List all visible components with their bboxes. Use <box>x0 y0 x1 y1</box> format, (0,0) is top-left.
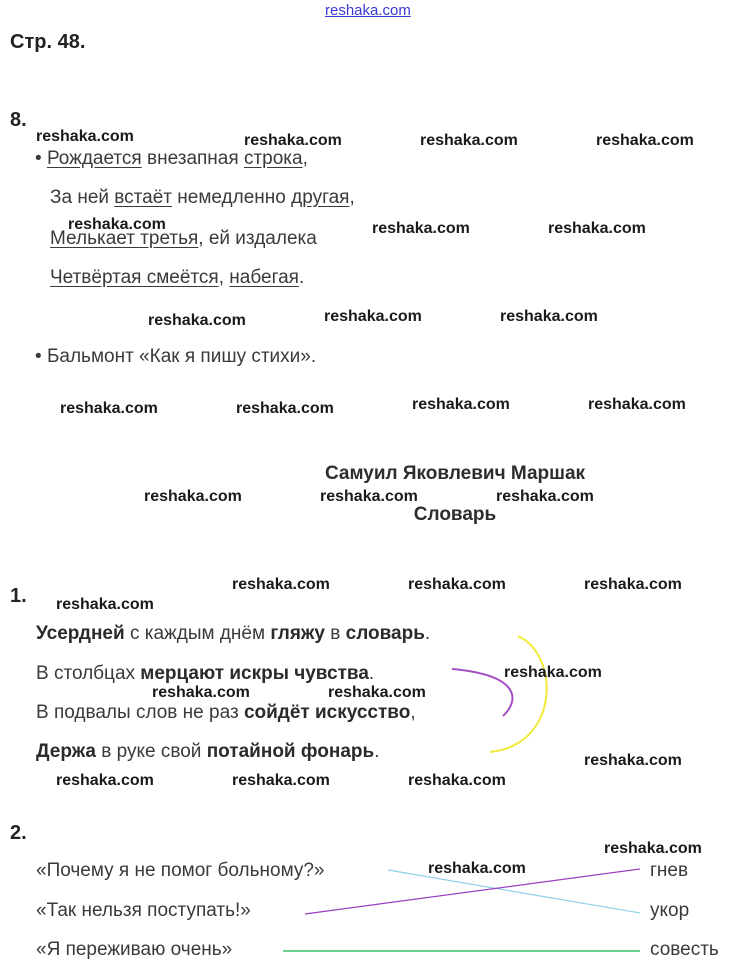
quote-left-1: «Почему я не помог больному?» <box>36 860 325 881</box>
task-1-number: 1. <box>10 585 27 607</box>
poem-word: другая <box>291 187 350 208</box>
keyword: Держа <box>36 741 96 762</box>
watermark: reshaka.com <box>500 308 598 325</box>
watermark: reshaka.com <box>320 488 418 505</box>
poem-text: немедленно <box>172 187 292 208</box>
section-work: Словарь <box>413 504 497 525</box>
site-header-link[interactable]: reshaka.com <box>325 2 411 19</box>
keyword: сойдёт искусство <box>243 702 411 723</box>
poem-text: внезапная <box>141 148 244 169</box>
watermark: reshaka.com <box>588 396 686 413</box>
watermark: reshaka.com <box>428 860 526 877</box>
watermark: reshaka.com <box>232 576 330 593</box>
watermark: reshaka.com <box>56 596 154 613</box>
page-label: Стр. 48. <box>10 31 86 53</box>
watermark: reshaka.com <box>548 220 646 237</box>
keyword: гляжу <box>270 623 325 644</box>
watermark: reshaka.com <box>372 220 470 237</box>
poem-text: , <box>349 187 355 208</box>
text: В столбцах <box>36 663 141 684</box>
poem-word: Мелькает третья <box>50 228 199 249</box>
poem-word: Рождается <box>46 148 142 169</box>
keyword: потайной фонарь <box>206 741 375 762</box>
watermark: reshaka.com <box>604 840 702 857</box>
bullet: • <box>35 346 42 367</box>
watermark: reshaka.com <box>584 576 682 593</box>
watermark: reshaka.com <box>324 308 422 325</box>
watermark: reshaka.com <box>420 132 518 149</box>
watermark: reshaka.com <box>152 684 250 701</box>
watermark: reshaka.com <box>504 664 602 681</box>
watermark: reshaka.com <box>496 488 594 505</box>
quote-left-3: «Я переживаю очень» <box>36 939 233 960</box>
poem-word: набегая <box>229 267 299 288</box>
poem-text: . <box>298 267 305 288</box>
watermark: reshaka.com <box>144 488 242 505</box>
watermark: reshaka.com <box>584 752 682 769</box>
text: . <box>424 623 431 644</box>
watermark: reshaka.com <box>56 772 154 789</box>
text: в <box>324 623 346 644</box>
text: с каждым днём <box>124 623 271 644</box>
watermark: reshaka.com <box>408 576 506 593</box>
quote-left-2: «Так нельзя поступать!» <box>36 900 251 921</box>
poem-text: За ней <box>50 187 115 208</box>
watermark: reshaka.com <box>148 312 246 329</box>
poem-text: , ей издалека <box>198 228 317 249</box>
source-text: Бальмонт «Как я пишу стихи». <box>46 346 317 367</box>
watermark: reshaka.com <box>328 684 426 701</box>
keyword: Усердней <box>36 623 125 644</box>
poem-word: строка <box>243 148 303 169</box>
watermark: reshaka.com <box>60 400 158 417</box>
answer-right-3: совесть <box>650 939 719 960</box>
watermark: reshaka.com <box>232 772 330 789</box>
poem-text: , <box>218 267 230 288</box>
watermark: reshaka.com <box>412 396 510 413</box>
text: . <box>368 663 375 684</box>
rhyme-arc-yellow <box>490 636 547 752</box>
text: , <box>410 702 416 723</box>
answer-right-2: укор <box>650 900 690 921</box>
task-2-number: 2. <box>10 822 27 844</box>
task-8-number: 8. <box>10 109 27 131</box>
watermark: reshaka.com <box>236 400 334 417</box>
poem-word: Четвёртая смеётся <box>50 267 219 288</box>
poem-word: встаёт <box>114 187 172 208</box>
watermark: reshaka.com <box>68 216 166 233</box>
answer-right-1: гнев <box>650 860 689 881</box>
watermark: reshaka.com <box>244 132 342 149</box>
watermark: reshaka.com <box>596 132 694 149</box>
keyword: словарь <box>345 623 425 644</box>
text: в руке свой <box>95 741 207 762</box>
section-author: Самуил Яковлевич Маршак <box>324 463 586 484</box>
watermark: reshaka.com <box>36 128 134 145</box>
poem-text: , <box>302 148 308 169</box>
keyword: мерцают искры чувства <box>140 663 369 684</box>
text: В подвалы слов не раз <box>36 702 244 723</box>
text: . <box>374 741 380 762</box>
bullet: • <box>35 148 42 169</box>
watermark: reshaka.com <box>408 772 506 789</box>
